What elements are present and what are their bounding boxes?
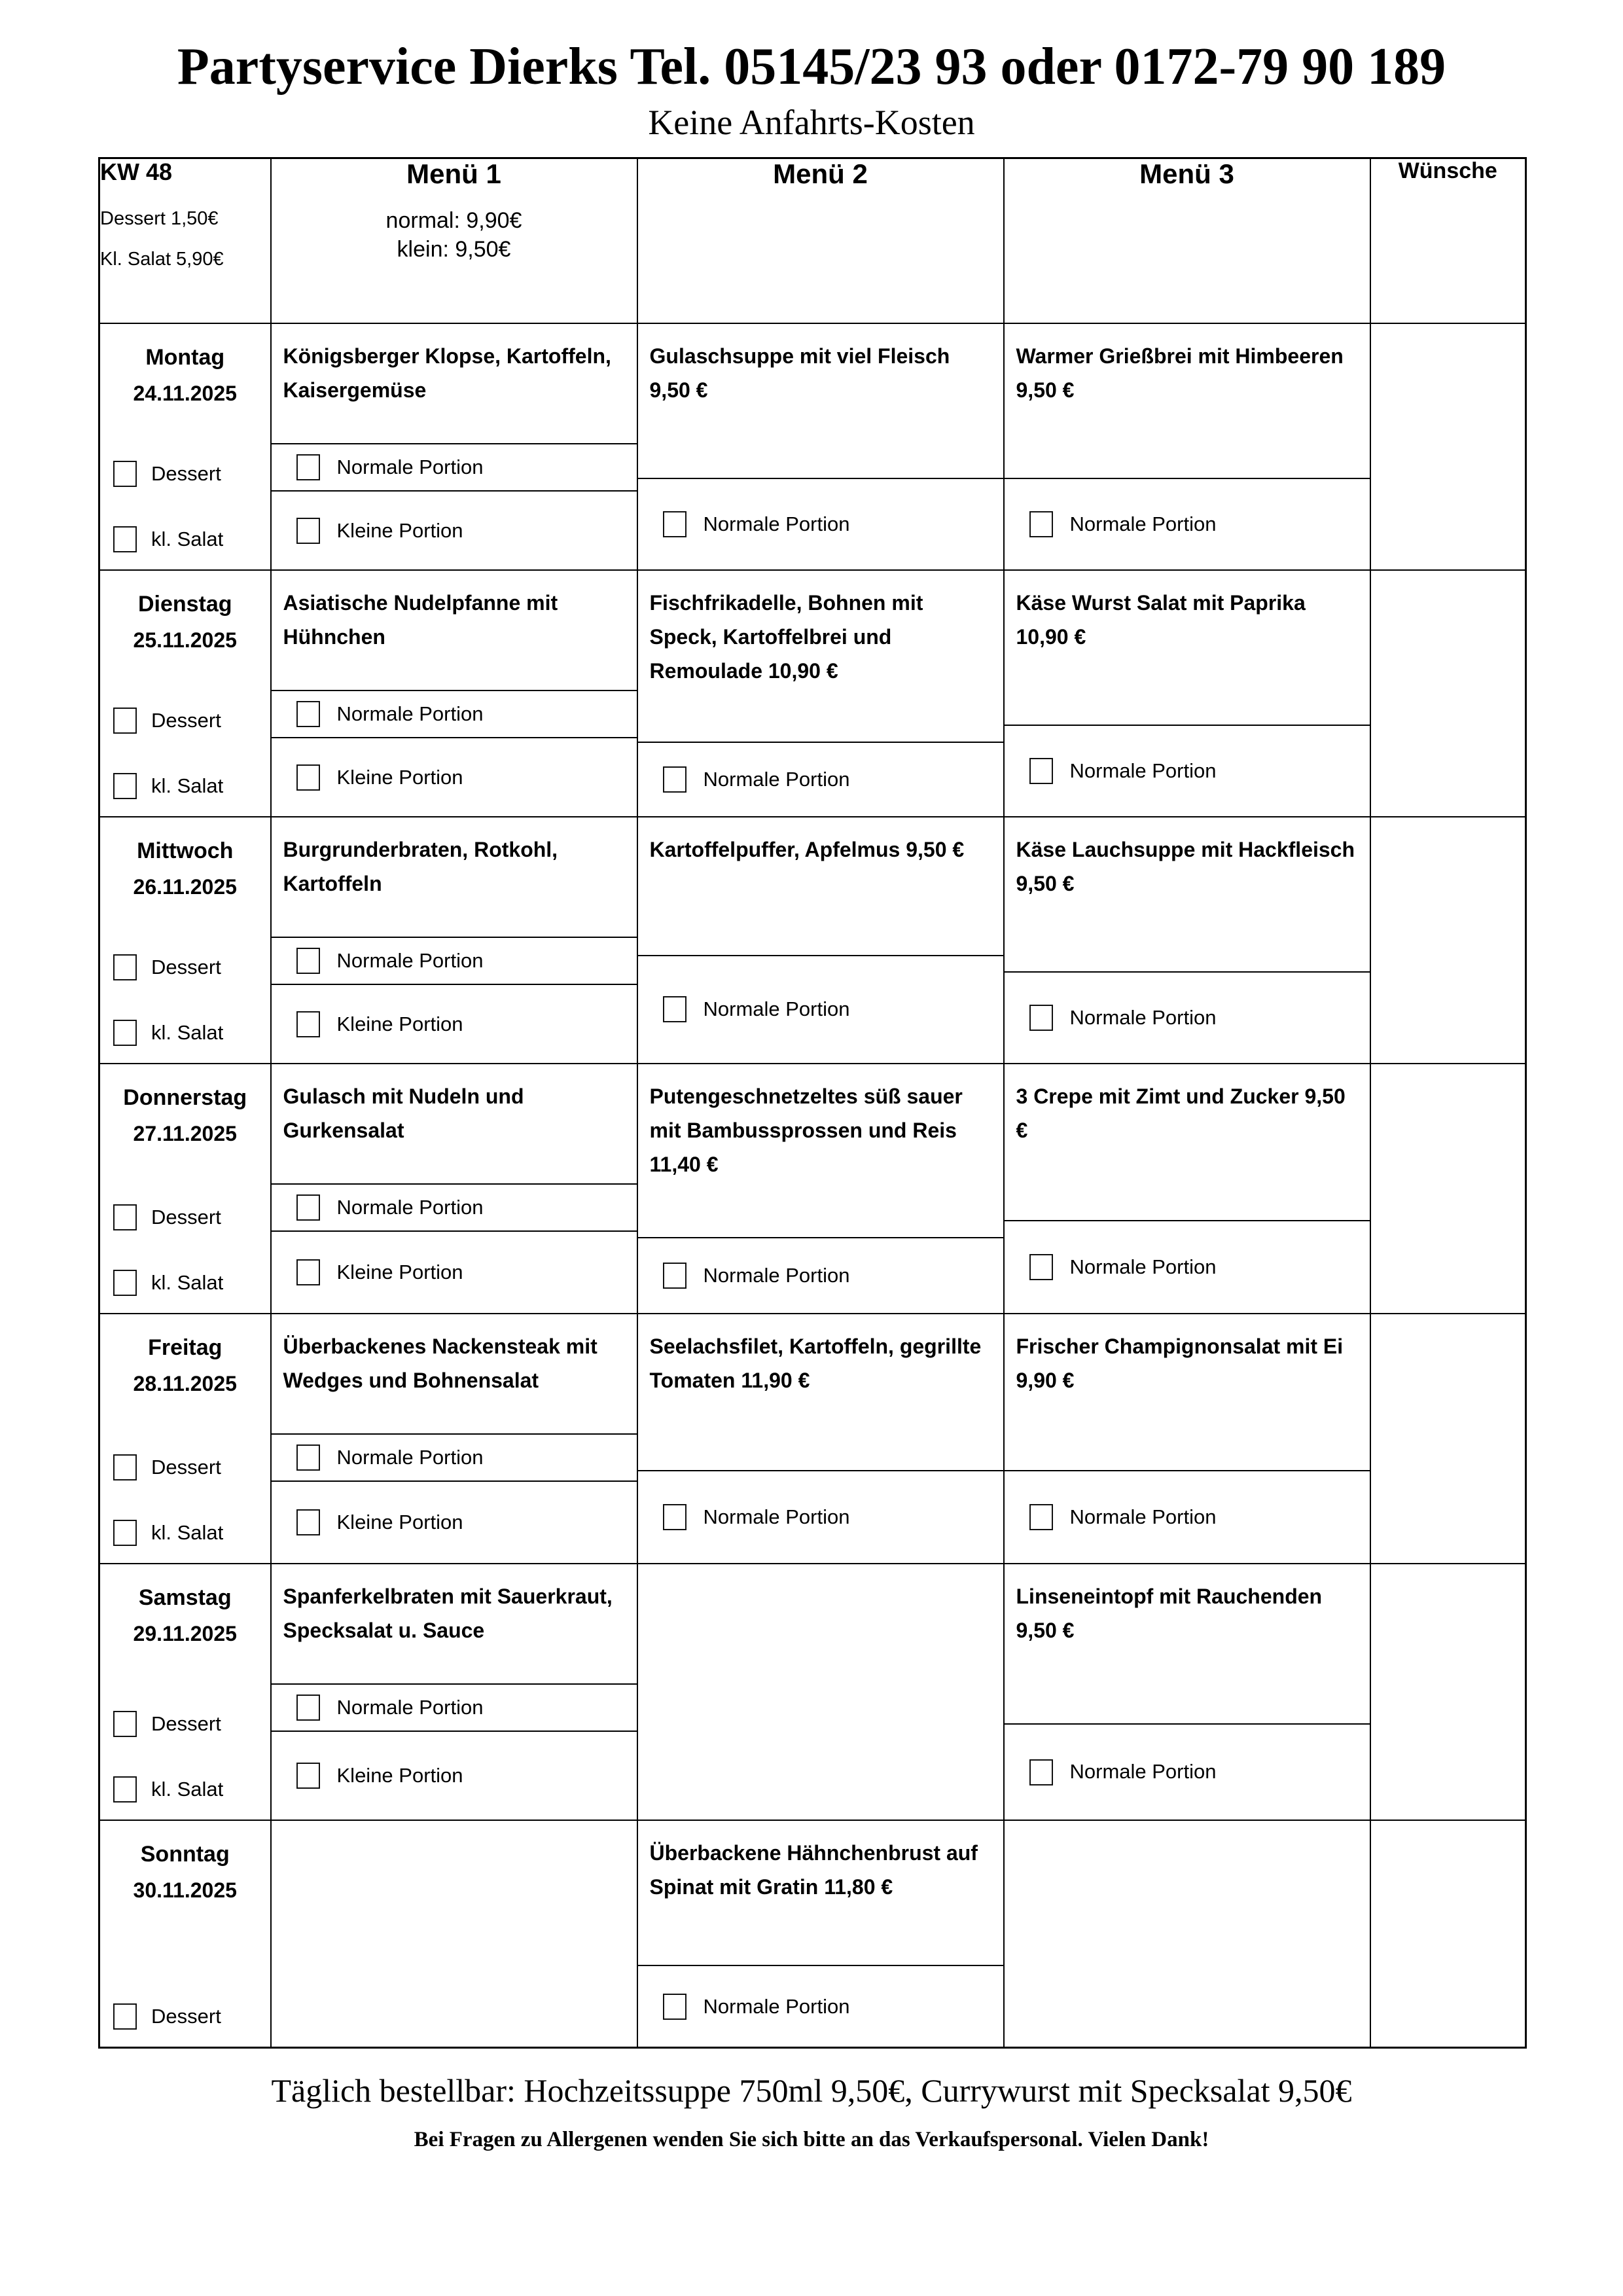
wishes-text: [1371, 1064, 1525, 1090]
option-label: Dessert: [151, 956, 221, 979]
portion-label: Kleine Portion: [336, 1764, 463, 1787]
menu1-dish-box: [272, 1064, 637, 1185]
wishes-text: [1371, 1821, 1525, 1847]
small-portion-option-row[interactable]: [272, 985, 637, 1063]
normal-portion-checkbox[interactable]: [663, 996, 687, 1022]
portion-label: Kleine Portion: [336, 1012, 463, 1035]
option-label: kl. Salat: [151, 774, 224, 798]
small-salad-option-row[interactable]: [100, 1020, 270, 1046]
wishes-cell[interactable]: [1370, 817, 1526, 1064]
menu2-cell: [637, 570, 1004, 817]
page-title: Partyservice Dierks Tel. 05145/23 93 oder 0172-79 90 189: [177, 38, 1446, 96]
normal-portion-option-row[interactable]: [272, 444, 637, 492]
menu2-cell-inner: [638, 1564, 1003, 1820]
menu3-dish-box: [1005, 817, 1370, 973]
day-options: [100, 708, 270, 816]
menu3-title: Menü 3: [1139, 158, 1234, 190]
daily-offer-text: Täglich bestellbar: Hochzeitssuppe 750ml 9,50€, Currywurst mit Specksalat 9,50€: [271, 2072, 1352, 2109]
wishes-text: [1371, 571, 1525, 597]
day-cell: [99, 570, 271, 817]
menu1-empty: [272, 1821, 637, 2047]
day-cell-inner: [100, 1564, 270, 1820]
normal-portion-option-row[interactable]: [1005, 479, 1370, 569]
menu-table-body: [99, 158, 1526, 2048]
small-portion-checkbox[interactable]: [296, 518, 320, 544]
menu2-cell: [637, 1064, 1004, 1314]
menu1-dish-text: Asiatische Nudelpfanne mit Hühnchen: [283, 591, 558, 649]
day-name: Donnerstag: [123, 1085, 247, 1111]
menu2-dish-text: Kartoffelpuffer, Apfelmus 9,50 €: [649, 838, 965, 862]
dessert-checkbox[interactable]: [113, 1454, 137, 1480]
menu1-price-small: klein: 9,50€: [397, 237, 511, 262]
menu3-cell: [1004, 1564, 1370, 1820]
day-name: Sonntag: [140, 1842, 230, 1867]
portion-label: Normale Portion: [703, 768, 850, 791]
day-cell-inner: [100, 571, 270, 816]
wishes-cell[interactable]: [1370, 1064, 1526, 1314]
wishes-text: [1371, 1564, 1525, 1590]
table-row: [99, 817, 1526, 1064]
menu2-dish-box: [638, 1821, 1003, 1966]
menu1-dish-text: Königsberger Klopse, Kartoffeln, Kaisergemüse: [283, 344, 611, 402]
portion-label: Normale Portion: [336, 949, 484, 973]
normal-portion-option-row[interactable]: [272, 1185, 637, 1232]
small-portion-option-row[interactable]: [272, 1232, 637, 1313]
day-cell-inner: [100, 817, 270, 1063]
menu3-dish-text: Käse Lauchsuppe mit Hackfleisch 9,50 €: [1016, 838, 1355, 895]
menu1-dish-text: Spanferkelbraten mit Sauerkraut, Specksalat u. Sauce: [283, 1585, 613, 1642]
menu1-cell-inner: [272, 817, 637, 1063]
menu3-dish-text: Frischer Champignonsalat mit Ei 9,90 €: [1016, 1335, 1344, 1392]
portion-label: Kleine Portion: [336, 765, 463, 789]
table-row: [99, 1820, 1526, 2048]
menu1-cell: [271, 1820, 637, 2048]
dessert-option-row[interactable]: [100, 2003, 270, 2030]
normal-portion-checkbox[interactable]: [663, 1263, 687, 1289]
small-salad-option-row[interactable]: [100, 1270, 270, 1296]
menu2-cell: [637, 1314, 1004, 1564]
menu3-cell-inner: [1005, 324, 1370, 569]
wishes-cell[interactable]: [1370, 1564, 1526, 1820]
day-cell: [99, 1064, 271, 1314]
menu1-cell: [271, 1564, 637, 1820]
normal-portion-checkbox[interactable]: [1029, 1254, 1053, 1280]
wishes-header-cell: [1370, 158, 1526, 324]
day-options: [100, 2003, 270, 2047]
normal-portion-option-row[interactable]: [1005, 1471, 1370, 1563]
small-portion-option-row[interactable]: [272, 1482, 637, 1563]
dessert-checkbox[interactable]: [113, 1711, 137, 1737]
wishes-cell[interactable]: [1370, 1820, 1526, 2048]
day-date: 26.11.2025: [133, 875, 237, 899]
day-cell: [99, 323, 271, 570]
wishes-text: [1371, 324, 1525, 350]
menu3-cell: [1004, 323, 1370, 570]
normal-portion-option-row[interactable]: [1005, 726, 1370, 816]
normal-portion-option-row[interactable]: [272, 691, 637, 738]
menu2-dish-text: Überbackene Hähnchenbrust auf Spinat mit Gratin 11,80 €: [649, 1841, 978, 1899]
wishes-title: Wünsche: [1398, 158, 1497, 184]
normal-portion-checkbox[interactable]: [663, 511, 687, 537]
wishes-cell[interactable]: [1370, 323, 1526, 570]
menu1-dish-box: [272, 324, 637, 444]
day-cell-inner: [100, 324, 270, 569]
small-salad-checkbox[interactable]: [113, 1776, 137, 1803]
menu2-cell-inner: [638, 1064, 1003, 1313]
normal-portion-option-row[interactable]: [272, 1435, 637, 1482]
day-cell-inner: [100, 1314, 270, 1563]
normal-portion-checkbox[interactable]: [1029, 511, 1053, 537]
dessert-option-row[interactable]: [100, 1454, 270, 1480]
normal-portion-option-row[interactable]: [272, 1685, 637, 1732]
menu1-cell: [271, 1064, 637, 1314]
day-label-block: [100, 1064, 270, 1144]
day-name: Dienstag: [137, 592, 232, 617]
menu3-cell: [1004, 817, 1370, 1064]
option-label: kl. Salat: [151, 1778, 224, 1801]
salad-price-label: Kl. Salat 5,90€: [100, 248, 224, 270]
menu1-cell: [271, 323, 637, 570]
menu1-cell-inner: [272, 1821, 637, 2047]
normal-portion-checkbox[interactable]: [663, 1994, 687, 2020]
table-row: [99, 570, 1526, 817]
portion-label: Normale Portion: [336, 1446, 484, 1469]
option-label: Dessert: [151, 1206, 221, 1229]
menu3-cell-inner: [1005, 817, 1370, 1063]
menu3-dish-box: [1005, 1564, 1370, 1725]
menu1-cell: [271, 1314, 637, 1564]
dessert-checkbox[interactable]: [113, 1204, 137, 1230]
day-cell-inner: [100, 1064, 270, 1313]
menu3-cell: [1004, 1064, 1370, 1314]
normal-portion-checkbox[interactable]: [1029, 1504, 1053, 1530]
day-date: 27.11.2025: [133, 1122, 237, 1146]
page-footer: [0, 2071, 1623, 2153]
normal-portion-option-row[interactable]: [638, 1966, 1003, 2047]
portion-label: Normale Portion: [336, 1196, 484, 1219]
small-salad-checkbox[interactable]: [113, 1520, 137, 1546]
day-cell: [99, 1314, 271, 1564]
option-label: Dessert: [151, 709, 221, 732]
menu2-cell-inner: [638, 817, 1003, 1063]
normal-portion-checkbox[interactable]: [1029, 1759, 1053, 1785]
menu2-title: Menü 2: [773, 158, 868, 190]
table-row: [99, 1564, 1526, 1820]
small-salad-checkbox[interactable]: [113, 1270, 137, 1296]
menu2-dish-text: Seelachsfilet, Kartoffeln, gegrillte Tomaten 11,90 €: [649, 1335, 982, 1392]
menu3-dish-text: Warmer Grießbrei mit Himbeeren 9,50 €: [1016, 344, 1344, 402]
menu2-dish-box: [638, 1314, 1003, 1471]
day-cell: [99, 1564, 271, 1820]
portion-label: Normale Portion: [703, 1263, 850, 1287]
menu1-cell-inner: [272, 324, 637, 569]
day-date: 24.11.2025: [133, 382, 237, 406]
dessert-option-row[interactable]: [100, 1204, 270, 1230]
day-date: 30.11.2025: [133, 1878, 237, 1903]
menu1-dish-box: [272, 1314, 637, 1435]
dessert-checkbox[interactable]: [113, 2003, 137, 2030]
menu1-price-normal: normal: 9,90€: [385, 208, 522, 234]
option-label: kl. Salat: [151, 1021, 224, 1045]
normal-portion-checkbox[interactable]: [296, 701, 320, 727]
day-options: [100, 954, 270, 1063]
option-label: kl. Salat: [151, 1271, 224, 1295]
day-options: [100, 1204, 270, 1313]
small-salad-checkbox[interactable]: [113, 773, 137, 799]
portion-label: Normale Portion: [1069, 1006, 1217, 1030]
normal-portion-option-row[interactable]: [638, 743, 1003, 816]
day-cell: [99, 817, 271, 1064]
day-label-block: [100, 571, 270, 651]
menu1-dish-box: [272, 571, 637, 691]
menu2-header-cell: [637, 158, 1004, 324]
option-label: Dessert: [151, 2005, 221, 2028]
table-row: [99, 1064, 1526, 1314]
page-subtitle: Keine Anfahrts-Kosten: [648, 103, 975, 142]
menu3-cell: [1004, 570, 1370, 817]
portion-label: Normale Portion: [336, 702, 484, 726]
menu-table-container: [98, 157, 1525, 2049]
small-portion-option-row[interactable]: [272, 492, 637, 569]
week-number-label: KW 48: [100, 158, 173, 186]
small-portion-option-row[interactable]: [272, 1732, 637, 1820]
menu1-cell-inner: [272, 571, 637, 816]
menu2-dish-text: Putengeschnetzeltes süß sauer mit Bambussprossen und Reis 11,40 €: [649, 1085, 963, 1176]
menu2-cell: [637, 1820, 1004, 2048]
day-name: Mittwoch: [137, 838, 234, 864]
menu2-cell-inner: [638, 571, 1003, 816]
option-label: Dessert: [151, 1712, 221, 1736]
portion-label: Normale Portion: [1069, 1505, 1217, 1528]
small-salad-checkbox[interactable]: [113, 1020, 137, 1046]
normal-portion-checkbox[interactable]: [296, 1695, 320, 1721]
menu1-dish-box: [272, 1564, 637, 1685]
small-portion-checkbox[interactable]: [296, 1259, 320, 1285]
normal-portion-option-row[interactable]: [1005, 1221, 1370, 1313]
week-info-cell: [99, 158, 271, 324]
menu1-cell: [271, 817, 637, 1064]
menu3-dish-box: [1005, 324, 1370, 479]
portion-label: Normale Portion: [703, 1994, 850, 2018]
portion-label: Normale Portion: [1069, 759, 1217, 783]
menu1-cell-inner: [272, 1564, 637, 1820]
menu3-cell: [1004, 1820, 1370, 2048]
menu1-prices: [272, 206, 637, 264]
menu2-dish-text: Gulaschsuppe mit viel Fleisch 9,50 €: [649, 344, 950, 402]
menu1-dish-text: Gulasch mit Nudeln und Gurkensalat: [283, 1085, 524, 1142]
normal-portion-checkbox[interactable]: [296, 454, 320, 480]
day-options: [100, 1454, 270, 1563]
normal-portion-checkbox[interactable]: [1029, 758, 1053, 784]
menu3-header-cell: [1004, 158, 1370, 324]
portion-label: Normale Portion: [336, 1696, 484, 1719]
normal-portion-checkbox[interactable]: [1029, 1005, 1053, 1031]
option-label: kl. Salat: [151, 1521, 224, 1545]
menu3-dish-text: Linseneintopf mit Rauchenden 9,50 €: [1016, 1585, 1323, 1642]
portion-label: Normale Portion: [1069, 512, 1217, 536]
menu3-empty: [1005, 1821, 1370, 2047]
day-date: 28.11.2025: [133, 1372, 237, 1396]
menu2-cell: [637, 817, 1004, 1064]
day-name: Montag: [145, 345, 225, 370]
menu1-cell: [271, 570, 637, 817]
day-date: 25.11.2025: [133, 628, 237, 653]
normal-portion-option-row[interactable]: [1005, 1725, 1370, 1820]
portion-label: Normale Portion: [336, 456, 484, 479]
option-label: Dessert: [151, 462, 221, 486]
table-header-row: [99, 158, 1526, 324]
small-portion-option-row[interactable]: [272, 738, 637, 816]
normal-portion-checkbox[interactable]: [296, 1194, 320, 1221]
menu3-dish-box: [1005, 1064, 1370, 1221]
day-date: 29.11.2025: [133, 1622, 237, 1646]
normal-portion-checkbox[interactable]: [296, 948, 320, 974]
dessert-price-label: Dessert 1,50€: [100, 207, 219, 229]
normal-portion-option-row[interactable]: [272, 938, 637, 985]
dessert-option-row[interactable]: [100, 1711, 270, 1737]
day-name: Freitag: [148, 1335, 223, 1361]
wishes-cell[interactable]: [1370, 570, 1526, 817]
menu1-cell-inner: [272, 1314, 637, 1563]
menu1-cell-inner: [272, 1064, 637, 1313]
portion-label: Kleine Portion: [336, 1511, 463, 1534]
small-salad-option-row[interactable]: [100, 526, 270, 552]
day-options: [100, 1711, 270, 1820]
small-portion-checkbox[interactable]: [296, 764, 320, 791]
menu2-cell-inner: [638, 1314, 1003, 1563]
menu3-cell-inner: [1005, 1314, 1370, 1563]
option-label: kl. Salat: [151, 528, 224, 551]
menu1-dish-text: Burgrunderbraten, Rotkohl, Kartoffeln: [283, 838, 558, 895]
menu2-dish-box: [638, 1064, 1003, 1238]
wishes-cell[interactable]: [1370, 1314, 1526, 1564]
allergen-note-text: Bei Fragen zu Allergenen wenden Sie sich bitte an das Verkaufspersonal. Vielen Dank!: [414, 2128, 1209, 2152]
menu3-dish-box: [1005, 1314, 1370, 1471]
small-portion-checkbox[interactable]: [296, 1011, 320, 1037]
wishes-text: [1371, 817, 1525, 844]
day-label-block: [100, 1564, 270, 1644]
menu3-cell-inner: [1005, 1064, 1370, 1313]
small-salad-option-row[interactable]: [100, 1520, 270, 1546]
menu3-cell: [1004, 1314, 1370, 1564]
menu2-cell-inner: [638, 324, 1003, 569]
menu1-title: Menü 1: [406, 158, 501, 190]
small-salad-checkbox[interactable]: [113, 526, 137, 552]
menu2-cell: [637, 323, 1004, 570]
day-label-block: [100, 817, 270, 897]
portion-label: Kleine Portion: [336, 518, 463, 542]
day-name: Samstag: [138, 1585, 232, 1611]
normal-portion-checkbox[interactable]: [663, 1504, 687, 1530]
day-label-block: [100, 1821, 270, 1901]
menu3-dish-text: Käse Wurst Salat mit Paprika 10,90 €: [1016, 591, 1306, 649]
normal-portion-option-row[interactable]: [638, 1471, 1003, 1563]
small-salad-option-row[interactable]: [100, 1776, 270, 1803]
dessert-option-row[interactable]: [100, 461, 270, 487]
normal-portion-checkbox[interactable]: [663, 766, 687, 793]
small-portion-checkbox[interactable]: [296, 1509, 320, 1535]
menu3-cell-inner: [1005, 571, 1370, 816]
menu2-dish-box: [638, 571, 1003, 743]
wishes-text: [1371, 1314, 1525, 1340]
menu1-dish-text: Überbackenes Nackensteak mit Wedges und Bohnensalat: [283, 1335, 597, 1392]
option-label: Dessert: [151, 1456, 221, 1479]
table-row: [99, 323, 1526, 570]
menu3-cell-inner: [1005, 1564, 1370, 1820]
normal-portion-option-row[interactable]: [1005, 973, 1370, 1063]
portion-label: Normale Portion: [1069, 1760, 1217, 1784]
small-portion-checkbox[interactable]: [296, 1763, 320, 1789]
normal-portion-option-row[interactable]: [638, 1238, 1003, 1313]
menu2-cell: [637, 1564, 1004, 1820]
normal-portion-option-row[interactable]: [638, 956, 1003, 1064]
page-header: [0, 0, 1623, 143]
portion-label: Normale Portion: [1069, 1255, 1217, 1278]
menu2-dish-box: [638, 324, 1003, 479]
dessert-checkbox[interactable]: [113, 461, 137, 487]
menu2-dish-box: [638, 817, 1003, 956]
menu1-dish-box: [272, 817, 637, 938]
portion-label: Normale Portion: [703, 1505, 850, 1528]
menu2-empty: [638, 1564, 1003, 1820]
day-label-block: [100, 324, 270, 404]
small-salad-option-row[interactable]: [100, 773, 270, 799]
dessert-checkbox[interactable]: [113, 708, 137, 734]
menu2-dish-text: Fischfrikadelle, Bohnen mit Speck, Kartoffelbrei und Remoulade 10,90 €: [649, 591, 923, 683]
table-row: [99, 1314, 1526, 1564]
portion-label: Kleine Portion: [336, 1261, 463, 1284]
dessert-option-row[interactable]: [100, 708, 270, 734]
day-cell: [99, 1820, 271, 2048]
day-cell-inner: [100, 1821, 270, 2047]
menu3-cell-inner: [1005, 1821, 1370, 2047]
weekly-menu-table: [98, 157, 1527, 2049]
portion-label: Normale Portion: [703, 997, 850, 1021]
menu2-cell-inner: [638, 1821, 1003, 2047]
menu3-dish-box: [1005, 571, 1370, 726]
dessert-checkbox[interactable]: [113, 954, 137, 980]
day-label-block: [100, 1314, 270, 1394]
menu3-dish-text: 3 Crepe mit Zimt und Zucker 9,50 €: [1016, 1085, 1346, 1142]
normal-portion-checkbox[interactable]: [296, 1444, 320, 1471]
menu1-header-cell: [271, 158, 637, 324]
dessert-option-row[interactable]: [100, 954, 270, 980]
portion-label: Normale Portion: [703, 512, 850, 536]
day-options: [100, 461, 270, 569]
normal-portion-option-row[interactable]: [638, 479, 1003, 569]
